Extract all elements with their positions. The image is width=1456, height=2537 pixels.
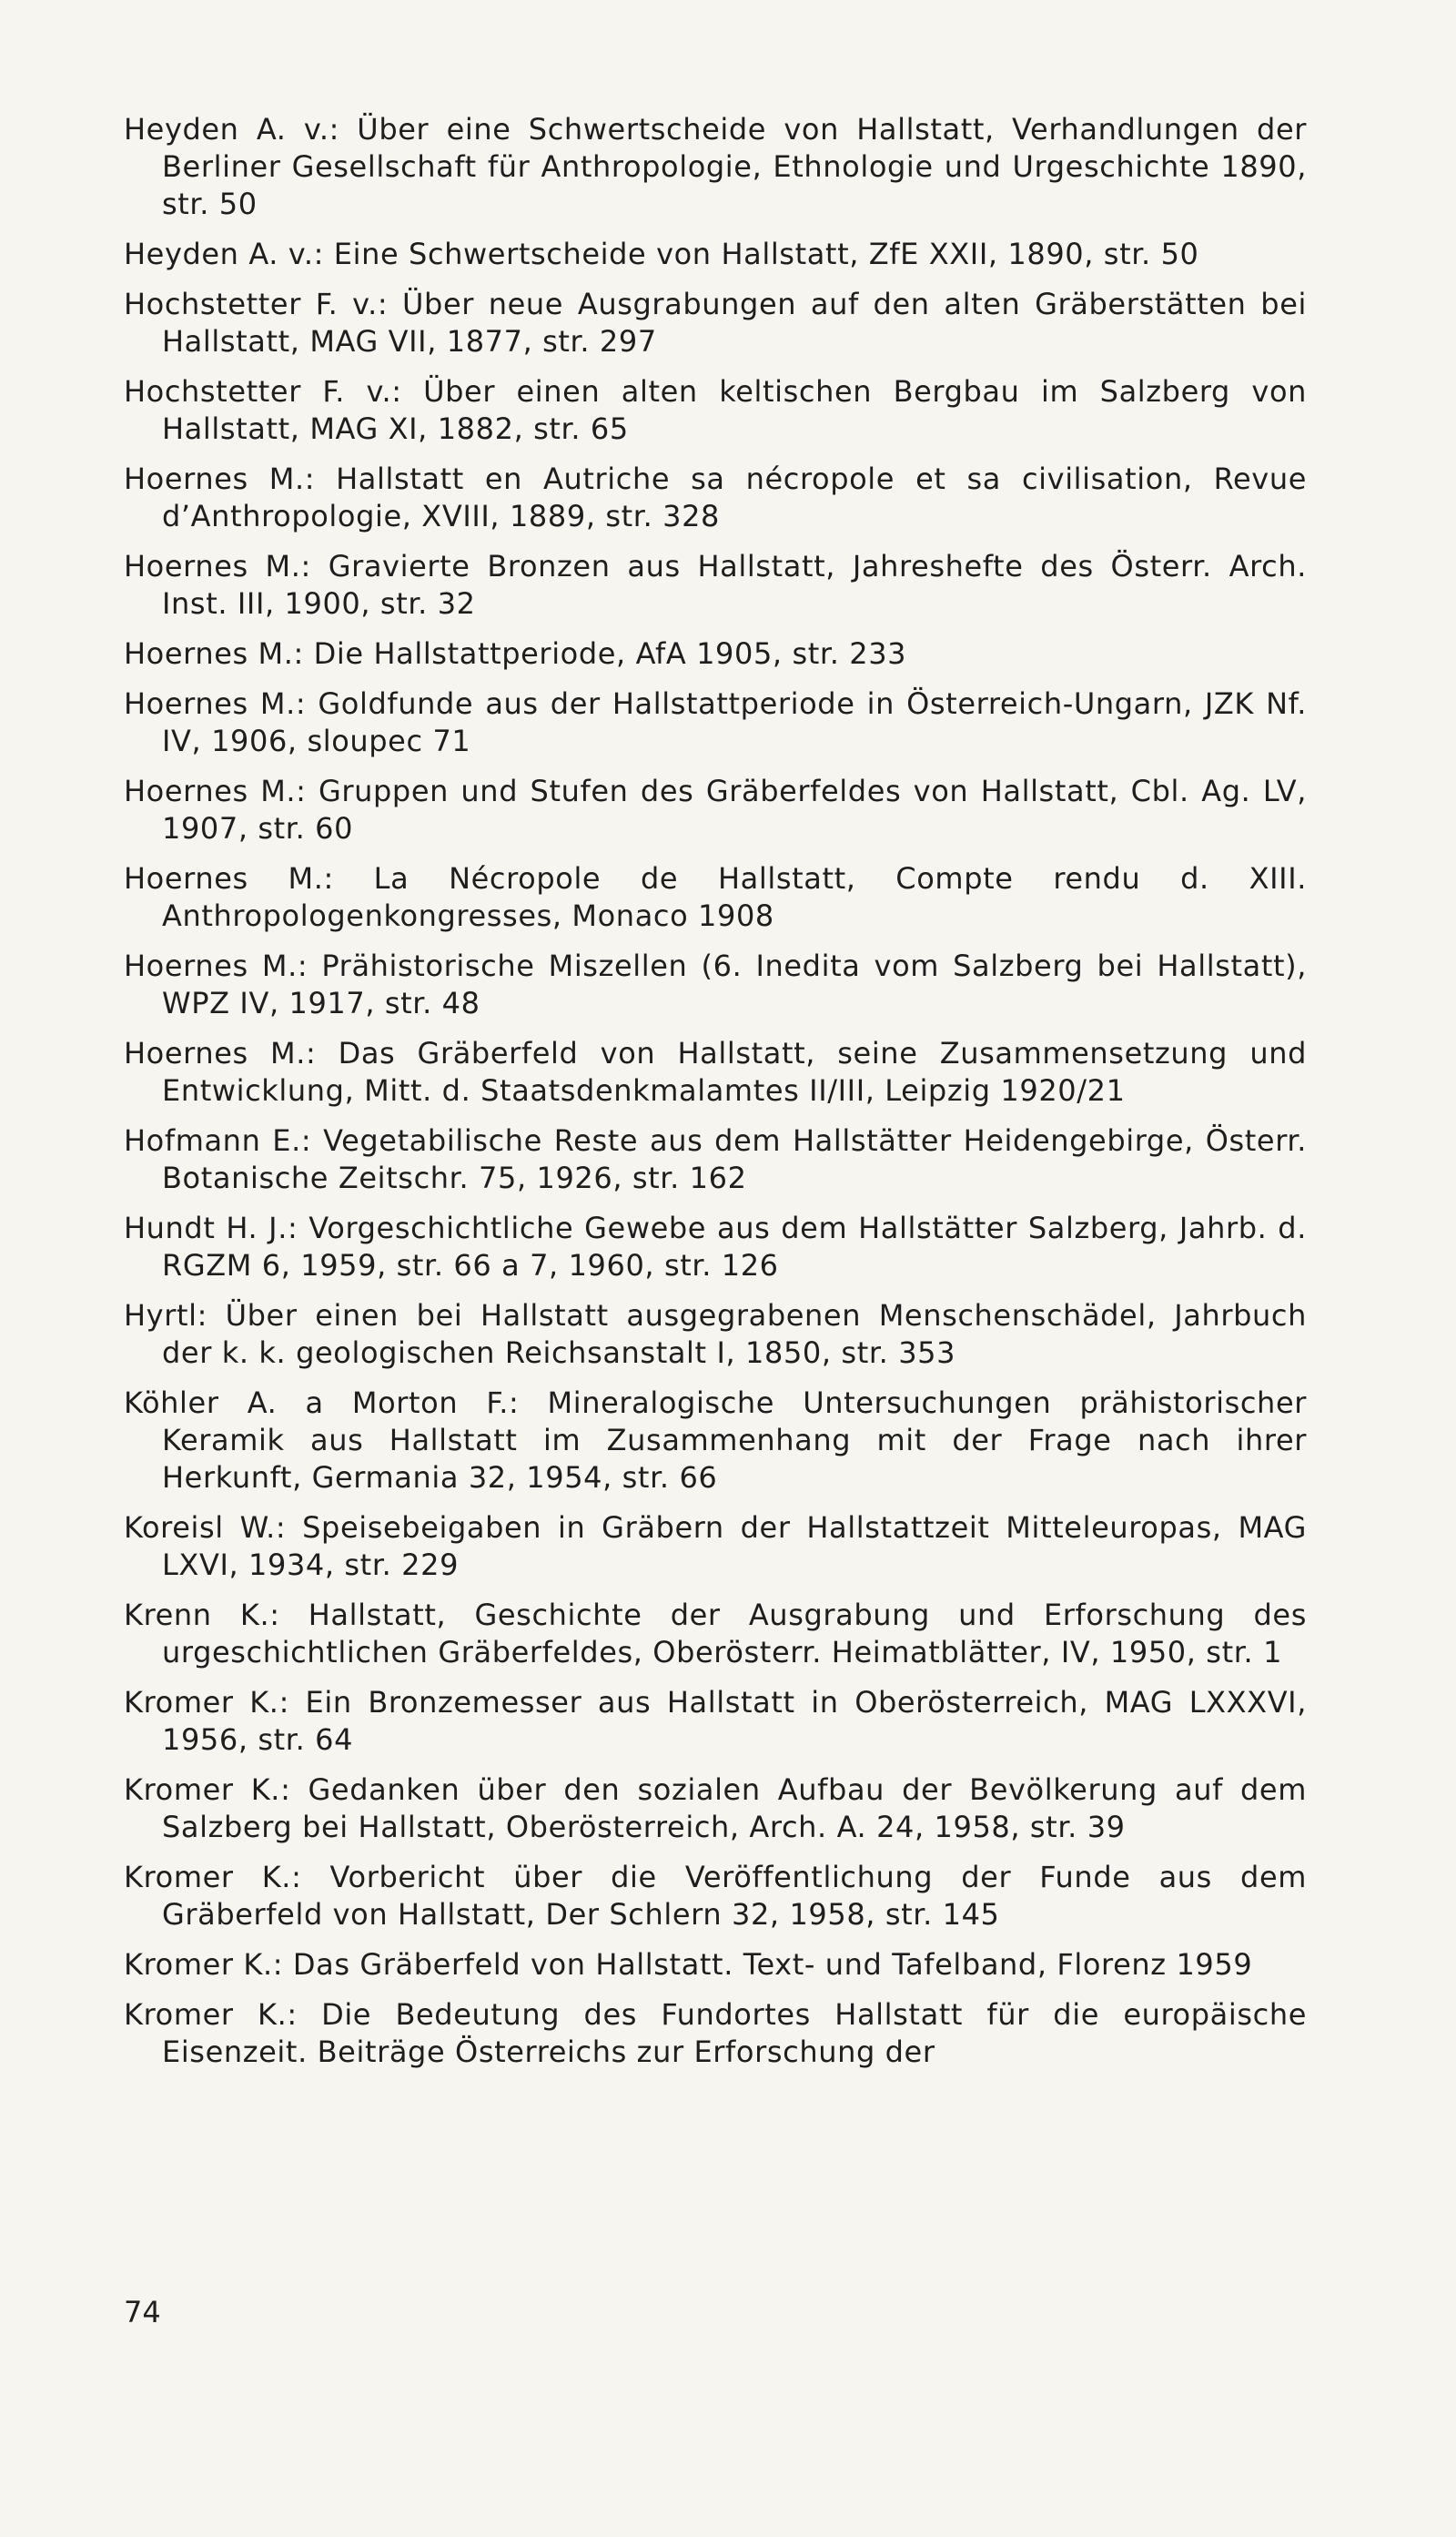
bibliography-entry: Krenn K.: Hallstatt, Geschichte der Ausgrabung und Erforschung des urgeschichtlichen Gräberfeldes, Oberösterr. Heimatblätter, IV, 1950, str. 1 [124,1598,1307,1669]
bibliography-entry: Hochstetter F. v.: Über einen alten keltischen Bergbau im Salzberg von Hallstatt, MAG XI, 1882, str. 65 [124,374,1307,446]
page-number: 74 [124,2295,161,2329]
bibliography-entry: Kromer K.: Die Bedeutung des Fundortes Hallstatt für die europäische Eisenzeit. Beiträge Österreichs zur Erforschung der [124,1997,1307,2069]
bibliography-entry: Kromer K.: Vorbericht über die Veröffentlichung der Funde aus dem Gräberfeld von Hallstatt, Der Schlern 32, 1958, str. 145 [124,1860,1307,1932]
bibliography-entry: Hoernes M.: Die Hallstattperiode, AfA 1905, str. 233 [124,636,907,671]
bibliography-entry: Hoernes M.: Gruppen und Stufen des Gräberfeldes von Hallstatt, Cbl. Ag. LV, 1907, str. 60 [124,774,1307,846]
bibliography-entry: Heyden A. v.: Über eine Schwertscheide von Hallstatt, Verhandlungen der Berliner Gesellschaft für Anthropologie, Ethnologie und Urgeschichte 1890, str. 50 [124,112,1307,221]
bibliography-entry: Koreisl W.: Speisebeigaben in Gräbern der Hallstattzeit Mitteleuropas, MAG LXVI, 1934, str. 229 [124,1510,1307,1582]
bibliography-entry: Hundt H. J.: Vorgeschichtliche Gewebe aus dem Hallstätter Salzberg, Jahrb. d. RGZM 6, 1959, str. 66 a 7, 1960, str. 126 [124,1211,1307,1283]
bibliography-entry: Hoernes M.: Das Gräberfeld von Hallstatt, seine Zusammensetzung und Entwicklung, Mitt. d. Staatsdenkmalamtes II/III, Leipzig 1920/21 [124,1036,1307,1108]
bibliography-list [124,111,1307,2084]
bibliography-entry: Kromer K.: Das Gräberfeld von Hallstatt. Text- und Tafelband, Florenz 1959 [124,1947,1253,1982]
bibliography-entry: Köhler A. a Morton F.: Mineralogische Untersuchungen prähistorischer Keramik aus Hallstatt im Zusammenhang mit der Frage nach ihrer Herkunft, Germania 32, 1954, str. 66 [124,1385,1307,1495]
bibliography-entry: Hoernes M.: Hallstatt en Autriche sa nécropole et sa civilisation, Revue d’Anthropologie, XVIII, 1889, str. 328 [124,462,1307,533]
bibliography-entry: Hoernes M.: La Nécropole de Hallstatt, Compte rendu d. XIII. Anthropologenkongresses, Monaco 1908 [124,861,1307,933]
bibliography-entry: Hochstetter F. v.: Über neue Ausgrabungen auf den alten Gräberstätten bei Hallstatt, MAG VII, 1877, str. 297 [124,287,1307,359]
bibliography-entry: Hoernes M.: Goldfunde aus der Hallstattperiode in Österreich-Ungarn, JZK Nf. IV, 1906, sloupec 71 [124,686,1307,758]
bibliography-entry: Kromer K.: Gedanken über den sozialen Aufbau der Bevölkerung auf dem Salzberg bei Hallstatt, Oberösterreich, Arch. A. 24, 1958, str. 39 [124,1772,1307,1844]
bibliography-entry: Hofmann E.: Vegetabilische Reste aus dem Hallstätter Heidengebirge, Österr. Botanische Zeitschr. 75, 1926, str. 162 [124,1123,1307,1195]
bibliography-entry: Hoernes M.: Prähistorische Miszellen (6. Inedita vom Salzberg bei Hallstatt), WPZ IV, 1917, str. 48 [124,949,1307,1020]
bibliography-entry: Heyden A. v.: Eine Schwertscheide von Hallstatt, ZfE XXII, 1890, str. 50 [124,237,1199,271]
bibliography-entry: Hyrtl: Über einen bei Hallstatt ausgegrabenen Menschenschädel, Jahrbuch der k. k. geologischen Reichsanstalt I, 1850, str. 353 [124,1298,1307,1370]
bibliography-entry: Hoernes M.: Gravierte Bronzen aus Hallstatt, Jahreshefte des Österr. Arch. Inst. III, 1900, str. 32 [124,549,1307,621]
bibliography-entry: Kromer K.: Ein Bronzemesser aus Hallstatt in Oberösterreich, MAG LXXXVI, 1956, str. 64 [124,1685,1307,1757]
